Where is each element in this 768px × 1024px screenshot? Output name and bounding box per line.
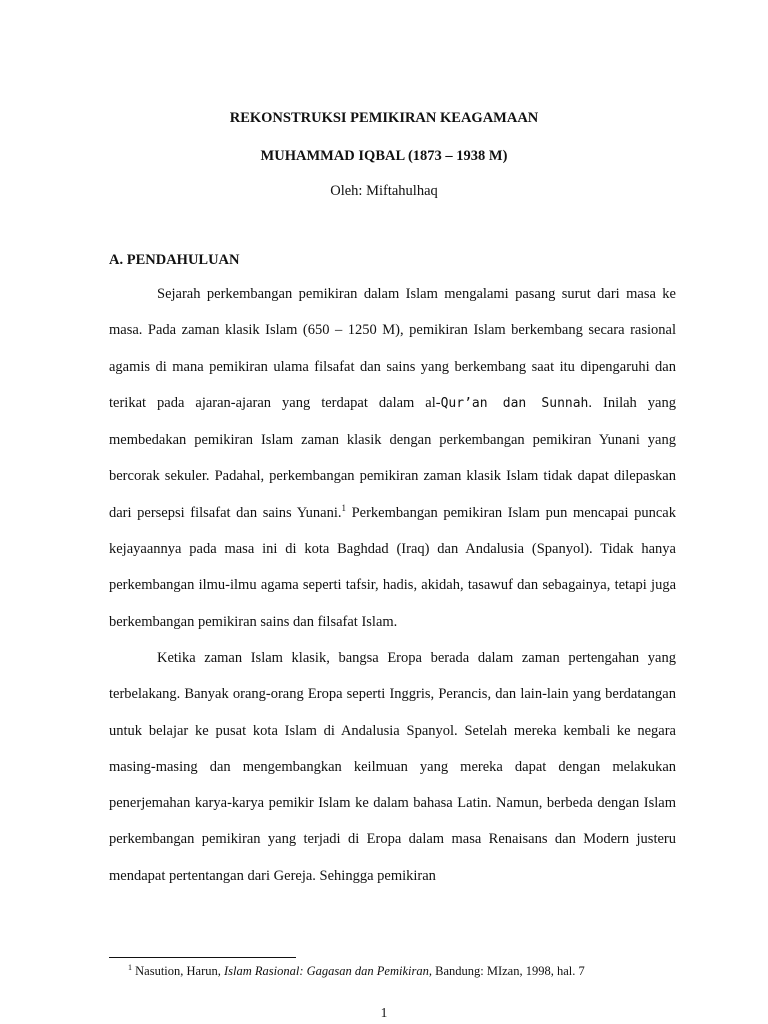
footnote <box>128 963 585 979</box>
paragraph-2: Ketika zaman Islam klasik, bangsa Eropa berada dalam zaman pertengahan yang terbelakang. Banyak orang-orang Eropa seperti Inggris, Perancis, dan lain-lain yang berdatangan untuk belajar ke pusat kota Islam di Andalusia Spanyol. Setelah mereka kembali ke negara masing-masing dan mengembangkan keilmuan yang mereka dapat dengan melakukan penerjemahan karya-karya pemikir Islam ke dalam bahasa Latin. Namun, berbeda dengan Islam perkembangan pemikiran yang terjadi di Eropa dalam masa Renaisans dan Modern justeru mendapat pertentangan dari Gereja. Sehingga pemikiran <box>109 649 676 884</box>
footnote-reference[interactable]: 1 <box>341 502 346 513</box>
footnote-separator <box>109 957 296 958</box>
footnote-publication: Bandung: MIzan, 1998, hal. 7 <box>431 964 585 978</box>
footnote-number: 1 <box>128 962 132 972</box>
footnote-author: Nasution, Harun, <box>135 964 224 978</box>
paragraph-1-mono: Qur’an dan Sunnah <box>440 395 589 411</box>
page-number: 1 <box>380 1005 388 1020</box>
section-heading: A. PENDAHULUAN <box>109 252 240 268</box>
paragraph-1-part1: Sejarah perkembangan pemikiran dalam Islam mengalami pasang surut dari masa ke masa. Pada zaman klasik Islam (650 – 1250 M), pemikiran Islam berkembang secara rasional agamis di mana pemikiran ulama filsafat dan sains yang berkembang saat itu dipengaruhi dan terikat pada ajaran-ajaran yang terdapat dalam al- <box>109 286 676 411</box>
body-text <box>109 276 676 894</box>
document-title-line2: MUHAMMAD IQBAL (1873 – 1938 M) <box>260 148 508 164</box>
footnote-title: Islam Rasional: Gagasan dan Pemikiran, <box>224 964 432 978</box>
paragraph-1 <box>109 276 676 640</box>
paragraph-1-part3: Perkembangan pemikiran Islam pun mencapai puncak kejayaannya pada masa ini di kota Baghdad (Iraq) dan Andalusia (Spanyol). Tidak hanya perkembangan ilmu-ilmu agama seperti tafsir, hadis, akidah, tasawuf dan sebagainya, tetapi juga berkembangan pemikiran sains dan filsafat Islam. <box>109 504 676 630</box>
document-title-line1: REKONSTRUKSI PEMIKIRAN KEAGAMAAN <box>229 110 539 126</box>
paragraph-1-part2: . Inilah yang membedakan pemikiran Islam zaman klasik dengan perkembangan pemikiran Yunani yang bercorak sekuler. Padahal, perkembangan pemikiran zaman klasik Islam tidak dapat dilepaskan dari persepsi filsafat dan sains Yunani. <box>109 394 676 521</box>
document-author: Oleh: Miftahulhaq <box>330 183 438 199</box>
